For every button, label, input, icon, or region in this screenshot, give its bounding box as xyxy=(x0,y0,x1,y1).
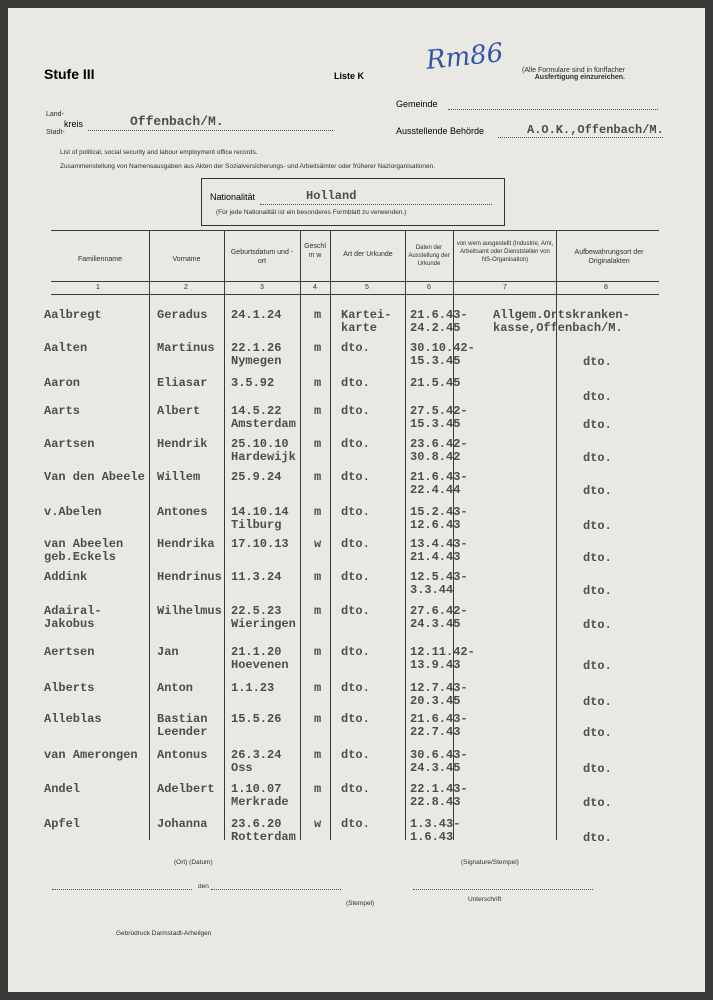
cell-vorname: Antones xyxy=(157,505,208,519)
stadt-label: Stadt- xyxy=(46,129,65,136)
cell-vorname: Wilhelmus xyxy=(157,604,222,618)
col-num-1: 1 xyxy=(96,284,100,291)
cell-daten: 12.7.43- 20.3.45 xyxy=(410,681,468,708)
cell-vorname: Martinus xyxy=(157,341,215,355)
cell-daten: 21.5.45 xyxy=(410,376,461,390)
cell-vorname: Antonus xyxy=(157,748,208,762)
cell-geburt: 26.3.24 Oss xyxy=(231,748,282,775)
col-header-familienname: Familienname xyxy=(78,256,122,263)
cell-vorname: Jan xyxy=(157,645,179,659)
den-label: den xyxy=(198,883,209,890)
col-num-8: 8 xyxy=(604,284,608,291)
cell-aussteller: dto. xyxy=(583,659,612,673)
cell-familienname: Adairal- Jakobus xyxy=(44,604,102,631)
cell-art: dto. xyxy=(341,404,370,418)
cell-geburt: 15.5.26 xyxy=(231,712,282,726)
document-page xyxy=(8,8,705,992)
cell-daten: 27.5.42- 15.3.45 xyxy=(410,404,468,431)
kreis-label: kreis xyxy=(64,119,84,129)
cell-aussteller: dto. xyxy=(583,355,612,369)
cell-geschlecht: m xyxy=(314,645,322,659)
cell-daten: 23.6.42- 30.8.42 xyxy=(410,437,468,464)
cell-familienname: Apfel xyxy=(44,817,81,831)
cell-geschlecht: w xyxy=(314,537,322,551)
cell-geburt: 1.10.07 Merkrade xyxy=(231,782,289,809)
kreis-value: Offenbach/M. xyxy=(130,114,224,129)
cell-familienname: Andel xyxy=(44,782,81,796)
cell-vorname: Hendrinus xyxy=(157,570,222,584)
cell-art: Kartei- karte xyxy=(341,308,392,335)
cell-aussteller: dto. xyxy=(583,418,612,432)
cell-daten: 27.6.42- 24.3.45 xyxy=(410,604,468,631)
stempel-label: (Stempel) xyxy=(346,900,375,907)
cell-familienname: Aalten xyxy=(44,341,88,355)
col-num-5: 5 xyxy=(365,284,369,291)
signature-label: (Signature/Stempel) xyxy=(461,859,519,866)
behoerde-value: A.O.K.,Offenbach/M. xyxy=(527,123,664,137)
cell-vorname: Geradus xyxy=(157,308,208,322)
ort-datum-label: (Ort) (Datum) xyxy=(174,859,213,866)
cell-art: dto. xyxy=(341,437,370,451)
cell-familienname: Aalbregt xyxy=(44,308,102,322)
col-num-4: 4 xyxy=(313,284,317,291)
cell-geschlecht: m xyxy=(314,681,322,695)
cell-geburt: 1.1.23 xyxy=(231,681,275,695)
cell-familienname: Aaron xyxy=(44,376,81,390)
cell-aussteller: dto. xyxy=(583,519,612,533)
cell-geschlecht: m xyxy=(314,748,322,762)
cell-geschlecht: m xyxy=(314,341,322,355)
cell-geburt: 24.1.24 xyxy=(231,308,282,322)
cell-geburt: 25.10.10 Hardewijk xyxy=(231,437,296,464)
cell-daten: 30.6.43- 24.3.45 xyxy=(410,748,468,775)
cell-art: dto. xyxy=(341,817,370,831)
cell-familienname: Aarts xyxy=(44,404,81,418)
cell-geburt: 14.5.22 Amsterdam xyxy=(231,404,296,431)
cell-geschlecht: m xyxy=(314,404,322,418)
nationality-note: (Für jede Nationalität ist ein besonderes Formblatt zu verwenden.) xyxy=(216,209,407,216)
cell-geschlecht: m xyxy=(314,712,322,726)
intro-english: List of political, social security and labour employment office records. xyxy=(60,149,258,156)
cell-aussteller: dto. xyxy=(583,726,612,740)
cell-geburt: 23.6.20 Rotterdam xyxy=(231,817,296,844)
cell-familienname: van Amerongen xyxy=(44,748,138,762)
handwritten-mark: Rm86 xyxy=(424,38,505,76)
cell-daten: 13.4.43- 21.4.43 xyxy=(410,537,468,564)
cell-art: dto. xyxy=(341,645,370,659)
cell-familienname: Alleblas xyxy=(44,712,102,726)
col-header-aussteller: von wem ausgestellt (Industrie, Amt, Arbeitsamt oder Dienststellen von NS-Organisation) xyxy=(456,241,554,264)
cell-vorname: Albert xyxy=(157,404,201,418)
cell-aussteller: dto. xyxy=(583,584,612,598)
cell-geschlecht: m xyxy=(314,437,322,451)
col-num-6: 6 xyxy=(427,284,431,291)
gemeinde-label: Gemeinde xyxy=(396,99,438,109)
cell-geburt: 17.10.13 xyxy=(231,537,289,551)
cell-daten: 12.5.43- 3.3.44 xyxy=(410,570,468,597)
cell-daten: 12.11.42- 13.9.43 xyxy=(410,645,475,672)
cell-aussteller: dto. xyxy=(583,695,612,709)
col-num-2: 2 xyxy=(184,284,188,291)
cell-art: dto. xyxy=(341,376,370,390)
cell-art: dto. xyxy=(341,681,370,695)
cell-art: dto. xyxy=(341,748,370,762)
behoerde-label: Ausstellende Behörde xyxy=(396,126,485,136)
cell-vorname: Adelbert xyxy=(157,782,215,796)
cell-geburt: 14.10.14 Tilburg xyxy=(231,505,289,532)
cell-geburt: 11.3.24 xyxy=(231,570,282,584)
cell-familienname: Aertsen xyxy=(44,645,95,659)
printer-imprint: Gebrüdruck Darmstadt-Arheilgen xyxy=(116,930,212,937)
cell-daten: 21.6.43- 24.2.45 xyxy=(410,308,468,335)
instruction-note: (Alle Formulare sind in fünffacher Ausfertigung einzureichen. xyxy=(522,67,625,81)
cell-geschlecht: m xyxy=(314,570,322,584)
cell-geschlecht: m xyxy=(314,604,322,618)
cell-aussteller: dto. xyxy=(583,451,612,465)
cell-aussteller: dto. xyxy=(583,484,612,498)
cell-vorname: Eliasar xyxy=(157,376,208,390)
cell-vorname: Anton xyxy=(157,681,194,695)
cell-geschlecht: m xyxy=(314,308,322,322)
cell-aussteller: dto. xyxy=(583,618,612,632)
nationality-label: Nationalität xyxy=(210,192,256,202)
cell-aussteller: dto. xyxy=(583,551,612,565)
nationality-box xyxy=(201,178,505,226)
col-header-geburt: Geburtsdatum und -ort xyxy=(230,249,294,266)
intro-german: Zusammenstellung von Namensausgaben aus Akten der Sozialversicherungs- und Arbeitsämter oder früherer Naziorganisationen. xyxy=(60,163,436,170)
cell-aussteller: dto. xyxy=(583,390,612,404)
cell-art: dto. xyxy=(341,570,370,584)
cell-daten: 15.2.43- 12.6.43 xyxy=(410,505,468,532)
land-label: Land- xyxy=(46,111,64,118)
cell-vorname: Willem xyxy=(157,470,201,484)
cell-aussteller: dto. xyxy=(583,796,612,810)
liste-title: Liste K xyxy=(334,71,365,81)
nationality-value: Holland xyxy=(306,189,357,203)
cell-familienname: Alberts xyxy=(44,681,95,695)
unterschrift-label: Unterschrift xyxy=(468,896,502,903)
col-header-aufbewahrung: Aufbewahrungsort der Originalakten xyxy=(574,249,644,266)
cell-art: dto. xyxy=(341,470,370,484)
cell-daten: 30.10.42- 15.3.45 xyxy=(410,341,475,368)
cell-geburt: 22.5.23 Wieringen xyxy=(231,604,296,631)
cell-daten: 22.1.43- 22.8.43 xyxy=(410,782,468,809)
cell-familienname: van Abeelen geb.Eckels xyxy=(44,537,124,564)
cell-geburt: 3.5.92 xyxy=(231,376,275,390)
cell-familienname: v.Abelen xyxy=(44,505,102,519)
cell-art: dto. xyxy=(341,604,370,618)
col-header-geschlecht: Geschl m w xyxy=(304,243,326,260)
cell-familienname: Van den Abeele xyxy=(44,470,145,484)
cell-geschlecht: w xyxy=(314,817,322,831)
cell-geschlecht: m xyxy=(314,470,322,484)
col-num-7: 7 xyxy=(503,284,507,291)
cell-geschlecht: m xyxy=(314,505,322,519)
stufe-title: Stufe III xyxy=(44,66,95,82)
cell-geburt: 22.1.26 Nymegen xyxy=(231,341,282,368)
cell-geschlecht: m xyxy=(314,376,322,390)
cell-aussteller: Allgem.Ortskranken- kasse,Offenbach/M. xyxy=(493,308,630,335)
cell-art: dto. xyxy=(341,341,370,355)
cell-art: dto. xyxy=(341,505,370,519)
cell-vorname: Johanna xyxy=(157,817,208,831)
cell-geburt: 21.1.20 Hoevenen xyxy=(231,645,289,672)
cell-daten: 21.6.43- 22.7.43 xyxy=(410,712,468,739)
cell-art: dto. xyxy=(341,782,370,796)
cell-daten: 21.6.43- 22.4.44 xyxy=(410,470,468,497)
cell-art: dto. xyxy=(341,537,370,551)
cell-geschlecht: m xyxy=(314,782,322,796)
cell-vorname: Hendrika xyxy=(157,537,215,551)
col-num-3: 3 xyxy=(260,284,264,291)
cell-geburt: 25.9.24 xyxy=(231,470,282,484)
cell-aussteller: dto. xyxy=(583,831,612,845)
cell-familienname: Aartsen xyxy=(44,437,95,451)
col-header-vorname: Vorname xyxy=(172,256,201,263)
cell-vorname: Hendrik xyxy=(157,437,208,451)
cell-vorname: Bastian Leender xyxy=(157,712,208,739)
col-header-daten: Daten der Ausstellung der Urkunde xyxy=(408,245,450,268)
cell-aussteller: dto. xyxy=(583,762,612,776)
col-header-art: Art der Urkunde xyxy=(343,251,393,258)
cell-art: dto. xyxy=(341,712,370,726)
cell-familienname: Addink xyxy=(44,570,88,584)
cell-daten: 1.3.43- 1.6.43 xyxy=(410,817,461,844)
